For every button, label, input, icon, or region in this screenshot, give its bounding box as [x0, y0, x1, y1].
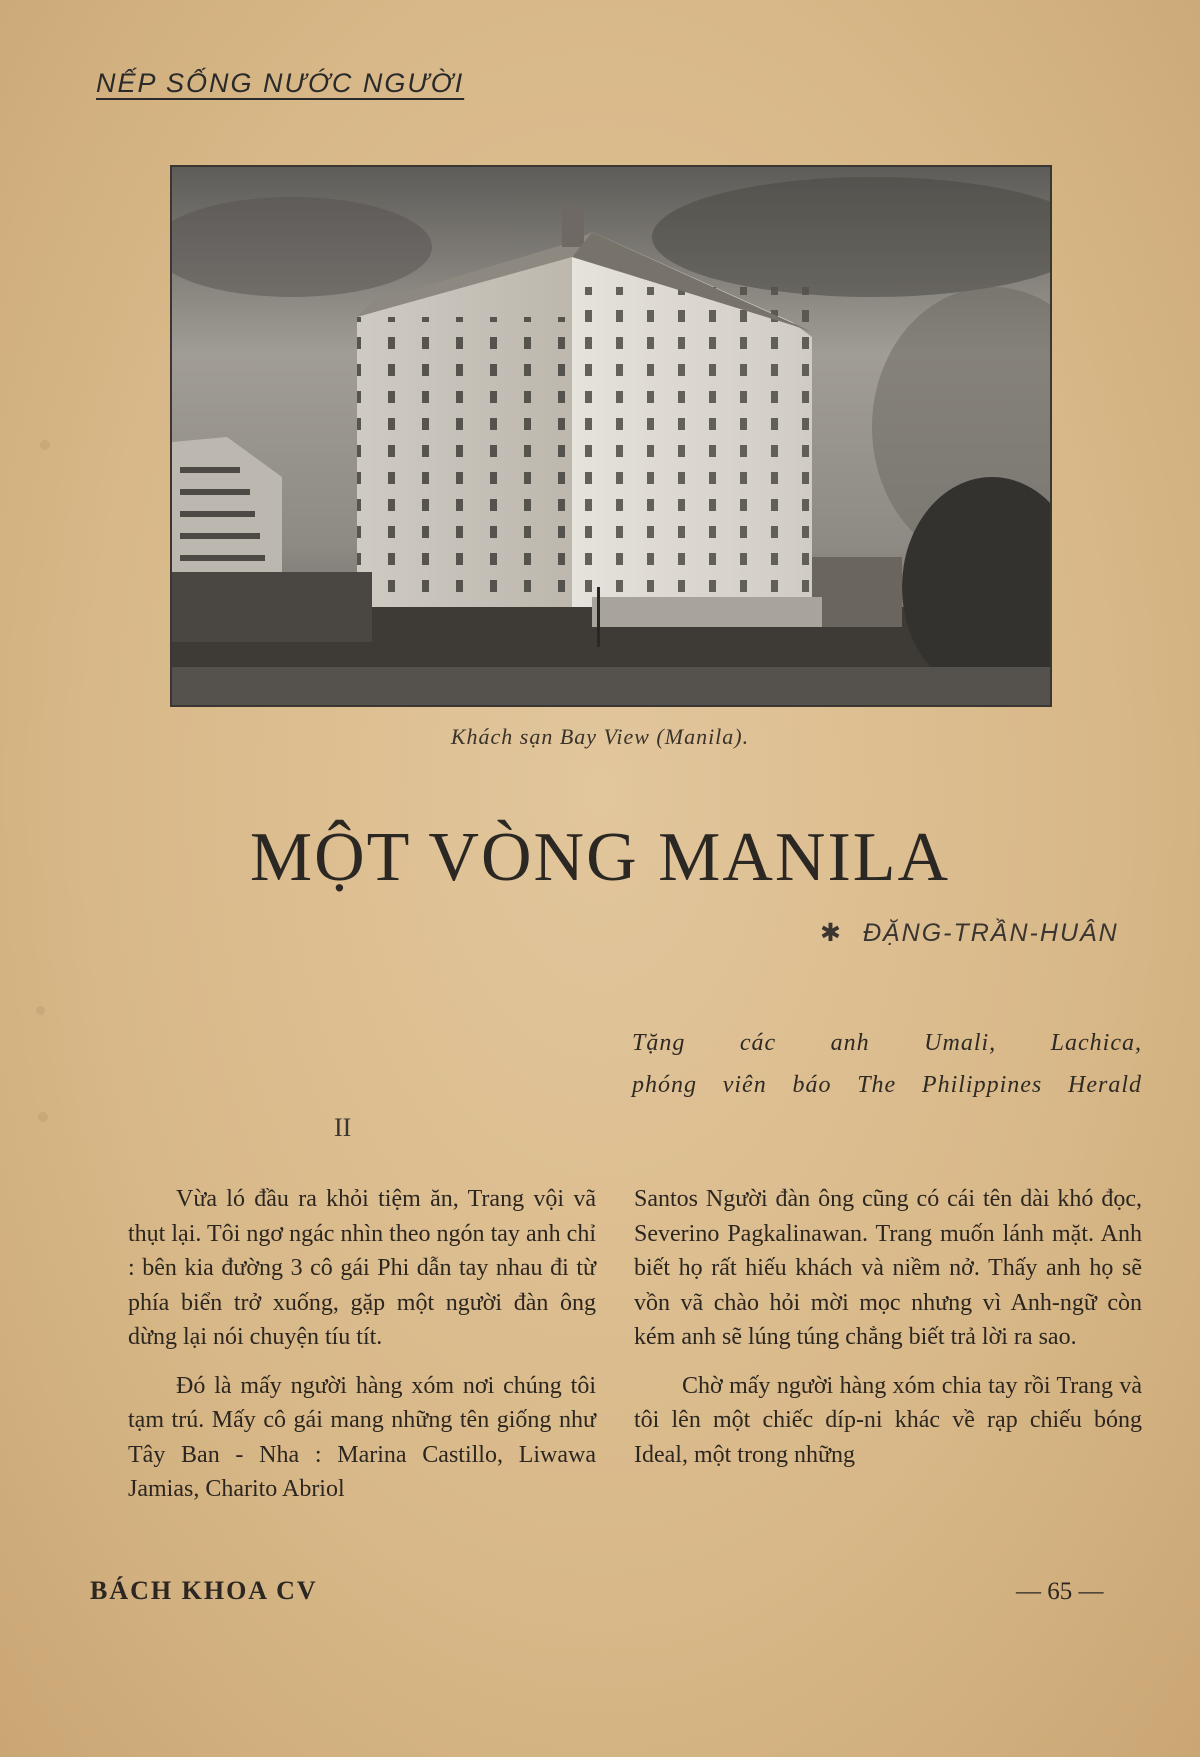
- paragraph: Vừa ló đầu ra khỏi tiệm ăn, Trang vội vã thụt lại. Tôi ngơ ngác nhìn theo ngón tay anh chỉ : bên kia đường 3 cô gái Phi dẫn tay nhau đi từ phía biển trở xuống, gặp một người đàn ông dừng lại nói chuyện tíu tít.: [128, 1186, 596, 1350]
- publication-name: BÁCH KHOA CV: [90, 1576, 318, 1605]
- paper-stain: [40, 440, 50, 450]
- dedication: [632, 1022, 1142, 1106]
- paper-stain: [38, 1112, 48, 1122]
- right-column: [634, 1182, 1142, 1486]
- star-icon: ✱: [820, 919, 843, 947]
- paragraph: Chờ mấy người hàng xóm chia tay rồi Trang và tôi lên một chiếc díp-ni khác về rạp chiếu bóng Ideal, một trong những: [634, 1372, 1142, 1468]
- dedication-line: phóng viên báo The Philippines Herald: [632, 1072, 1142, 1098]
- dedication-line: Tặng các anh Umali, Lachica,: [632, 1030, 1142, 1056]
- left-column: [128, 1182, 596, 1521]
- hotel-photo: [170, 165, 1052, 707]
- paper-stain: [36, 1006, 45, 1015]
- page-number: — 65 —: [1016, 1578, 1104, 1605]
- paragraph: Đó là mấy người hàng xóm nơi chúng tôi tạm trú. Mấy cô gái mang những tên giống như Tây Ban - Nha : Marina Castillo, Liwawa Jamias, Charito Abriol: [128, 1372, 596, 1502]
- section-header: NẾP SỐNG NƯỚC NGƯỜI: [96, 68, 465, 98]
- paragraph: Santos Người đàn ông cũng có cái tên dài khó đọc, Severino Pagkalinawan. Trang muốn lánh mặt. Anh biết họ rất hiếu khách và niềm nở. Thấy anh họ sẽ vồn vã chào hỏi mời mọc nhưng vì Anh-ngữ còn kém anh sẽ lúng túng chẳng biết trả lời ra sao.: [634, 1186, 1142, 1350]
- author-name: ĐẶNG-TRẦN-HUÂN: [862, 919, 1119, 947]
- photo-caption: Khách sạn Bay View (Manila).: [450, 724, 750, 749]
- part-number: II: [334, 1113, 352, 1142]
- byline: [820, 918, 1119, 948]
- article-title: MỘT VÒNG MANILA: [249, 819, 951, 896]
- hotel-building-image: [172, 167, 1050, 705]
